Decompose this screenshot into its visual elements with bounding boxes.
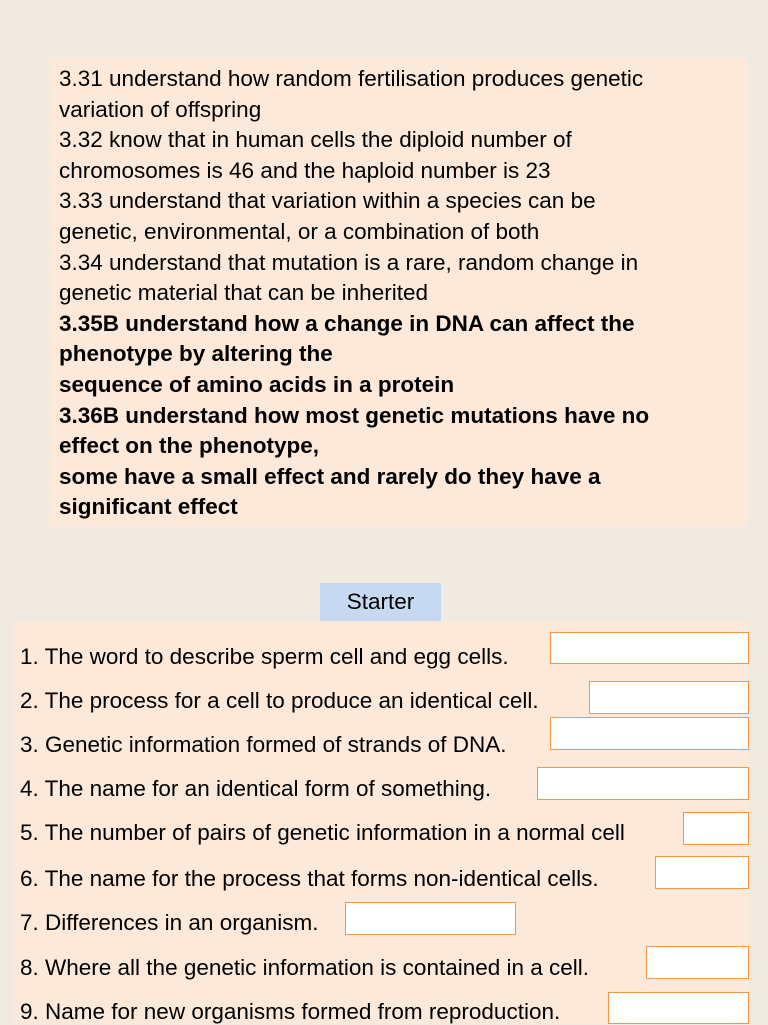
answer-box-3[interactable] [550,717,749,750]
objective-line: 3.34 understand that mutation is a rare, random change in [59,249,639,275]
objective-line: some have a small effect and rarely do they have a [59,463,601,489]
objective-line: 3.36B understand how most genetic mutations have no [59,402,650,428]
objective-line: sequence of amino acids in a protein [59,371,455,397]
question-3: 3. Genetic information formed of strands of DNA. [20,732,507,757]
question-2: 2. The process for a cell to produce an identical cell. [20,688,539,713]
answer-box-2[interactable] [589,681,749,714]
answer-box-1[interactable] [550,632,749,664]
question-7: 7. Differences in an organism. [20,910,319,935]
answer-box-9[interactable] [608,992,749,1024]
answer-box-8[interactable] [646,946,749,979]
question-1: 1. The word to describe sperm cell and egg cells. [20,644,509,669]
answer-box-5[interactable] [683,812,749,845]
answer-box-6[interactable] [655,856,749,889]
question-8: 8. Where all the genetic information is contained in a cell. [20,955,590,980]
objective-line: 3.32 know that in human cells the diploid number of [59,127,572,153]
objective-line: phenotype by altering the [59,341,333,367]
objective-line: genetic, environmental, or a combination of both [59,218,540,244]
question-5: 5. The number of pairs of genetic information in a normal cell [20,820,625,845]
question-4: 4. The name for an identical form of something. [20,776,492,801]
objective-line: 3.33 understand that variation within a species can be [59,188,596,214]
answer-box-4[interactable] [537,767,749,800]
question-9: 9. Name for new organisms formed from reproduction. [20,999,561,1024]
objective-line: chromosomes is 46 and the haploid number is 23 [59,157,551,183]
objective-line: effect on the phenotype, [59,433,320,459]
starter-heading: Starter [320,583,441,621]
objective-line: genetic material that can be inherited [59,280,428,306]
answer-box-7[interactable] [345,902,516,935]
objective-line: 3.35B understand how a change in DNA can affect the [59,310,635,336]
objective-line: significant effect [59,494,238,520]
learning-objectives-box [50,58,748,526]
objective-line: 3.31 understand how random fertilisation produces genetic [59,66,644,91]
question-6: 6. The name for the process that forms non-identical cells. [20,866,599,891]
objective-line: variation of offspring [59,96,262,122]
